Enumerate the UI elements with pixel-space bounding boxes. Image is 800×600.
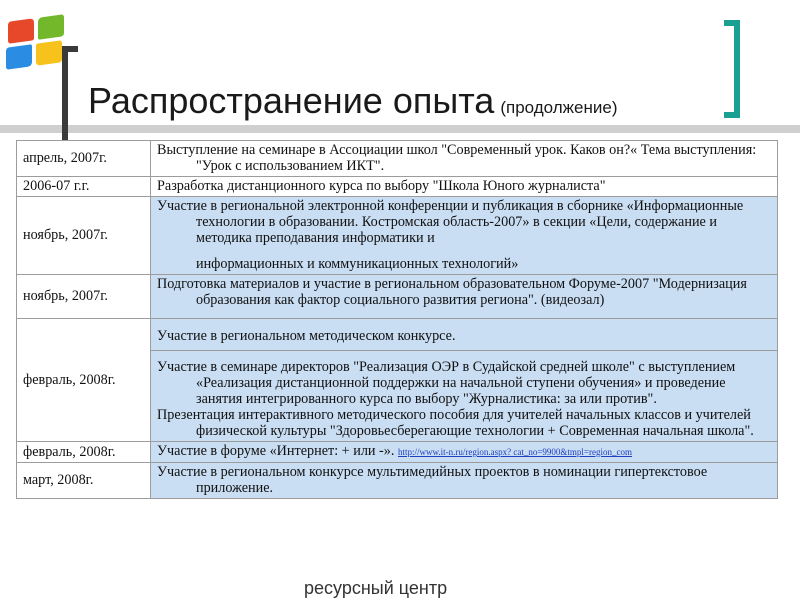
event-text: Участие в семинаре директоров "Реализация ОЭР в Судайской средней школе" с выступлением «Реализация дистанционной поддержки на начальной ступени обучения» и проведение занятия интегрированного курса по выбору "Журналистика: за или против". — [157, 359, 736, 407]
row-date: 2006-07 г.г. — [17, 177, 151, 197]
row-event — [151, 442, 778, 463]
event-text: Выступление на семинаре в Ассоциации школ "Современный урок. Каков он?« Тема выступления: "Урок с использованием ИКТ". — [157, 142, 757, 174]
page-title-subtitle: (продолжение) — [500, 98, 618, 117]
table-row — [17, 197, 778, 275]
event-text: Подготовка материалов и участие в региональном образовательном Форуме-2007 "Модернизация образования как фактор социального развития региона". (видеозал) — [157, 276, 747, 308]
left-bracket-decoration — [62, 46, 78, 150]
right-bracket-decoration — [724, 20, 740, 118]
event-text: Участие в региональном конкурсе мультимедийных проектов в номинации гипертекстовое приложение. — [157, 464, 708, 496]
row-event — [151, 177, 778, 197]
row-event — [151, 319, 778, 351]
page-title — [88, 80, 617, 122]
row-event — [151, 141, 778, 177]
row-event — [151, 275, 778, 319]
table-row — [17, 275, 778, 319]
row-date: февраль, 2008г. — [17, 442, 151, 463]
event-text-continued: информационных и коммуникационных технологий» — [196, 256, 519, 272]
event-text: Участие в региональном методическом конкурсе. — [157, 328, 456, 344]
table-row — [17, 141, 778, 177]
row-event — [151, 351, 778, 442]
footer-text: ресурсный центр — [304, 578, 448, 598]
experience-table — [16, 140, 778, 499]
forum-link[interactable]: http://www.it-n.ru/region.aspx? cat_no=9900&tmpl=region_com — [397, 447, 632, 457]
page-title-main: Распространение опыта — [88, 80, 495, 121]
table-row — [17, 177, 778, 197]
row-date: ноябрь, 2007г. — [17, 197, 151, 275]
event-text: Презентация интерактивного методического пособия для учителей начальных классов и учителей физической культуры "Здоровьесберегающие технологии + Современная начальная школа". — [157, 407, 754, 439]
table-row — [17, 463, 778, 499]
table-row — [17, 442, 778, 463]
row-date: апрель, 2007г. — [17, 141, 151, 177]
event-text: Участие в форуме «Интернет: + или -». — [157, 443, 395, 459]
row-date: ноябрь, 2007г. — [17, 275, 151, 319]
title-underline — [0, 125, 800, 133]
row-event — [151, 463, 778, 499]
row-event — [151, 197, 778, 275]
row-date: март, 2008г. — [17, 463, 151, 499]
event-text: Участие в региональной электронной конференции и публикация в сборнике «Информационные технологии в образовании. Костромская область-2007» в секции «Цели, содержание и методика преподавания информатики и — [157, 198, 744, 246]
event-text: Разработка дистанционного курса по выбору "Школа Юного журналиста" — [157, 178, 606, 194]
table-row — [17, 319, 778, 351]
row-date: февраль, 2008г. — [17, 319, 151, 442]
